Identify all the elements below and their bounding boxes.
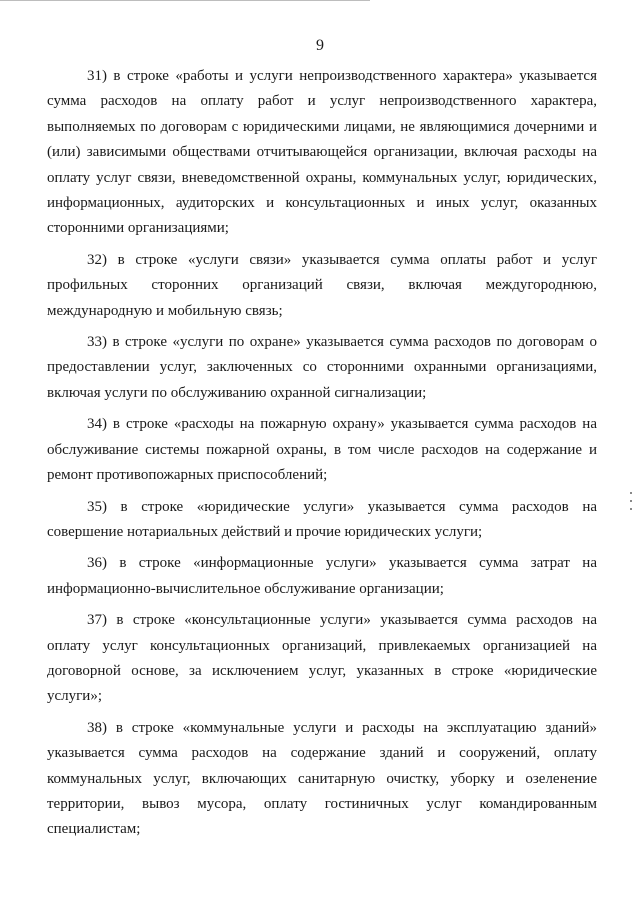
scan-speck [630,492,632,494]
paragraph-36: 36) в строке «информационные услуги» указывается сумма затрат на информационно-вычислительное обслуживание организации; [47,555,597,597]
paragraph-34: 34) в строке «расходы на пожарную охрану» указывается сумма расходов на обслуживание системы пожарной охраны, в том числе расходов на содержание и ремонт противопожарных приспособлений; [47,416,597,484]
paragraph-32: 32) в строке «услуги связи» указывается сумма оплаты работ и услуг профильных сторонних организаций связи, включая междугороднюю, международную и мобильную связь; [47,251,597,319]
top-scan-rule [0,0,370,1]
paragraph-38: 38) в строке «коммунальные услуги и расходы на эксплуатацию зданий» указывается сумма расходов на содержание зданий и сооружений, оплату коммунальных услуг, включающих санитарную очистку, уборку и озеленение территории, вывоз мусора, оплату гостиничных услуг командированным специалистам; [47,719,597,838]
paragraph-31: 31) в строке «работы и услуги непроизводственного характера» указывается сумма расходов на оплату работ и услуг непроизводственного характера, выполняемых по договорам с юридическими лицами, не являющимися дочерними и (или) зависимыми обществами отчитывающейся организации, включая расходы на оплату услуг связи, вневедомственной охраны, коммунальных услуг, юридических, информационных, аудиторских и консультационных и иных услуг, оказанных сторонними организациями; [47,68,597,237]
paragraph-33: 33) в строке «услуги по охране» указывается сумма расходов по договорам о предоставлении услуг, заключенных со сторонними охранными организациями, включая услуги по обслуживанию охранной сигнализации; [47,334,597,401]
scan-speck [630,508,632,510]
document-body [47,64,597,849]
paragraph-37: 37) в строке «консультационные услуги» указывается сумма расходов на оплату услуг консультационных организаций, привлекаемых организацией на договорной основе, за исключением услуг, указанных в строке «юридические услуги»; [47,612,597,705]
page-number: 9 [316,37,324,54]
paragraph-35: 35) в строке «юридические услуги» указывается сумма расходов на совершение нотариальных действий и прочие юридических услуги; [47,498,597,540]
scan-speck [630,500,632,502]
